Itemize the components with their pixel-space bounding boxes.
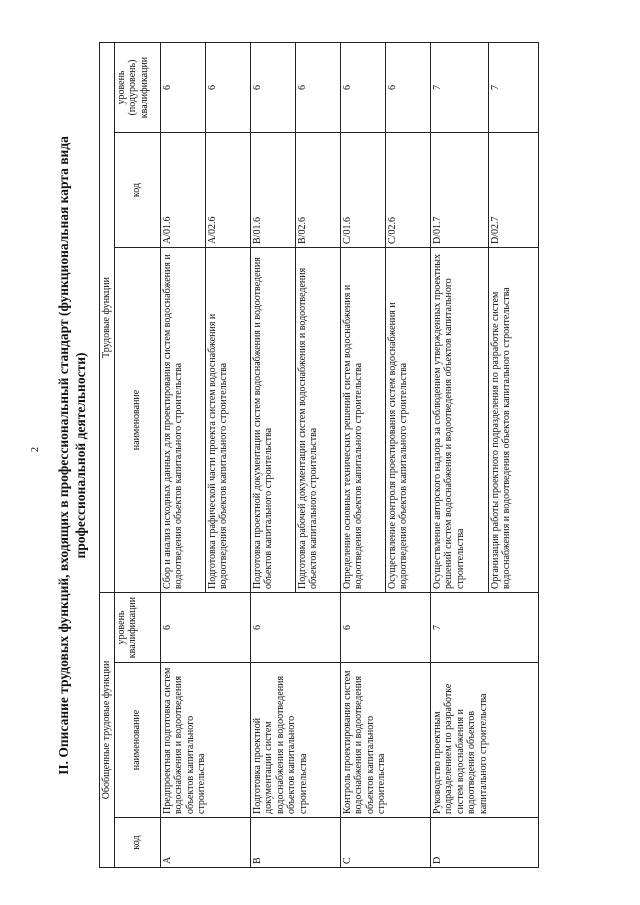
tf-code: D/02.7 [488,133,538,248]
gtf-code: D [430,818,538,868]
gtf-level: 6 [340,593,430,663]
tf-level: 7 [430,43,488,133]
header-labor-level: уровень (подуровень) квалификации [114,43,160,133]
header-generalized-functions: Обобщенные трудовые функции [100,593,115,868]
tf-level: 6 [295,43,340,133]
header-labor-name: наименование [114,248,160,593]
tf-name: Осуществление авторского надзора за соблюдением утвержденных проектных решений систем водоснабжения и водоотведения объектов капитального строительства [430,248,488,593]
table-row [250,43,295,868]
tf-name: Подготовка проектной документации систем водоснабжения и водоотведения объектов капитального строительства [250,248,295,593]
tf-level: 6 [205,43,250,133]
section-heading [55,43,99,868]
tf-name: Определение основных технических решений систем водоснабжения и водоотведения объектов капитального строительства [340,248,385,593]
tf-code: A/01.6 [160,133,205,248]
gtf-name: Подготовка проектной документации систем водоснабжения и водоотведения объектов капитального строительства [250,663,340,818]
section-heading-line-1: II. Описание трудовых функций, входящих в профессиональный стандарт (функциональная карта вида [56,136,71,775]
table-row [340,43,385,868]
gtf-code: C [340,818,430,868]
header-labor-functions: Трудовые функции [100,43,115,593]
gtf-level: 7 [430,593,538,663]
tf-code: B/01.6 [250,133,295,248]
tf-code: B/02.6 [295,133,340,248]
gtf-code: B [250,818,340,868]
table-row [430,43,488,868]
header-level: уровень квалификации [114,593,160,663]
gtf-name: Предпроектная подготовка систем водоснабжения и водоотведения объектов капитального строительства [160,663,250,818]
rotated-page-content [55,43,575,868]
header-labor-code: код [114,133,160,248]
gtf-level: 6 [250,593,340,663]
tf-name: Сбор и анализ исходных данных для проектирования систем водоснабжения и водоотведения объектов капитального строительства [160,248,205,593]
tf-name: Подготовка рабочей документации систем водоснабжения и водоотведения объектов капитального строительства [295,248,340,593]
tf-level: 6 [385,43,430,133]
gtf-name: Руководство проектным подразделением по разработке систем водоснабжения и водоотведения объектов капитального строительства [430,663,538,818]
tf-level: 6 [340,43,385,133]
tf-level: 6 [160,43,205,133]
page-number: 2 [30,447,41,452]
gtf-name: Контроль проектирования систем водоснабжения и водоотведения объектов капитального строительства [340,663,430,818]
gtf-level: 6 [160,593,250,663]
functional-map-table [99,42,539,868]
tf-code: D/01.7 [430,133,488,248]
tf-code: C/01.6 [340,133,385,248]
tf-level: 6 [250,43,295,133]
tf-code: C/02.6 [385,133,430,248]
header-name: наименование [114,663,160,818]
table-row [160,43,205,868]
tf-name: Организация работы проектного подразделения по разработке систем водоснабжения и водоотведения объектов капитального строительства [488,248,538,593]
tf-name: Подготовка графической части проекта систем водоснабжения и водоотведения объектов капитального строительства [205,248,250,593]
gtf-code: A [160,818,250,868]
header-code: код [114,818,160,868]
tf-name: Осуществление контроля проектирования систем водоснабжения и водоотведения объектов капитального строительства [385,248,430,593]
tf-level: 7 [488,43,538,133]
tf-code: A/02.6 [205,133,250,248]
section-heading-line-2: профессиональной деятельности) [73,352,88,559]
